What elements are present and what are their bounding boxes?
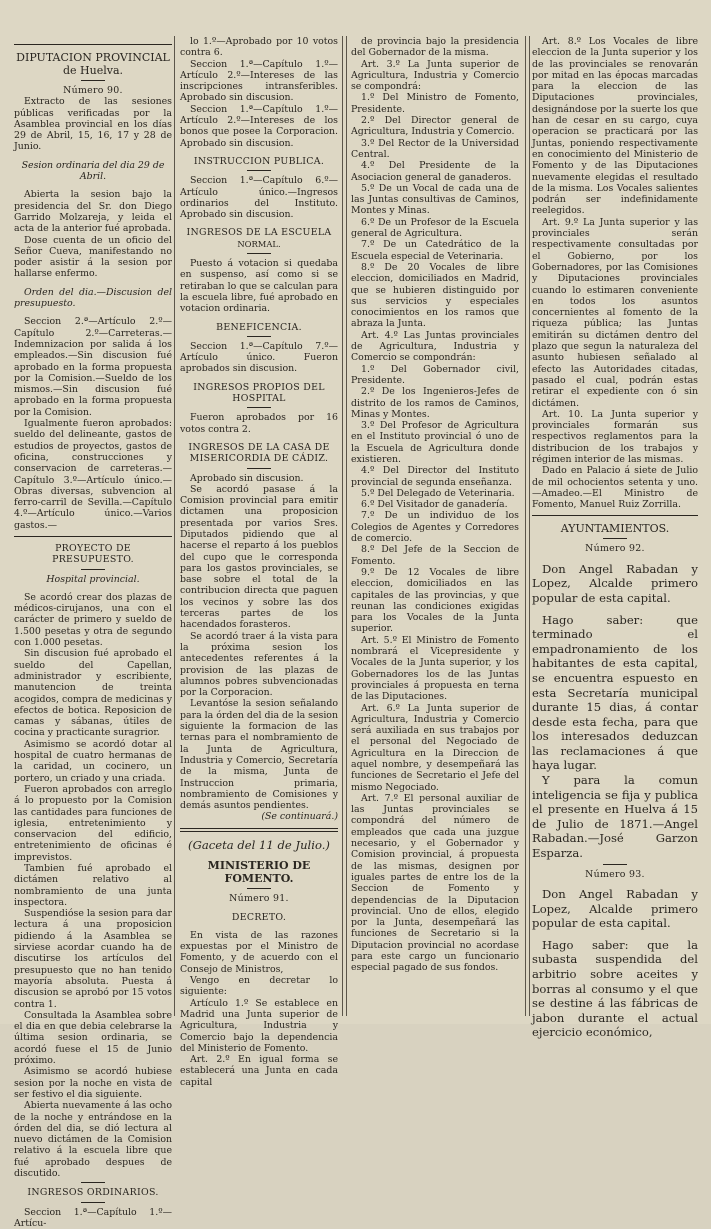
- paragraph: Seccion 1.ª—Capítulo 1.º—Artículo 2.º—Intereses de los bonos que posee la Corporacion. Aprobado sin discusion.: [180, 103, 338, 149]
- gazette-source: (Gaceta del 11 de Julio.): [188, 837, 330, 852]
- list-item: 1.º Del Ministro de Fomento, Presidente.: [351, 92, 519, 115]
- column-divider: [529, 36, 530, 1016]
- paragraph: Hago saber: que terminado el empadronamiento de los habitantes de esta capital, se encuentra espuesto en esta Secretaría municipal durante 15 dias, á contar desde esta fecha, para que los interesados deduzcan las reclamaciones á que haya lugar.: [532, 612, 698, 773]
- divider: [603, 538, 627, 539]
- list-item: 4.º Del Presidente de la Asociacion general de ganaderos.: [351, 160, 519, 183]
- paragraph: Dado en Palacio á siete de Julio de mil ochocientos setenta y uno.—Amadeo.—El Ministro de Fomento, Manuel Ruiz Zorrilla.: [532, 465, 698, 511]
- list-item: 4.º Del Director del Instituto provincial de segunda enseñanza.: [351, 465, 519, 488]
- list-item: 9.º De 12 Vocales de libre eleccion, domiciliados en las capitales de las provincias, y que reunan las condiciones exigidas para los Vocales de la Junta superior.: [351, 566, 519, 635]
- paragraph: Seccion 1.ª—Capítulo 7.º—Artículo único. Fueron aprobados sin discusion.: [180, 340, 338, 375]
- section-heading: INGRESOS DE LA CASA DE MISERICORDIA DE CÁDIZ.: [188, 441, 330, 465]
- paragraph: Tambien fué aprobado el dictámen relativo al nombramiento de una junta inspectora.: [14, 863, 172, 908]
- divider: [603, 864, 627, 865]
- paragraph: Don Angel Rabadan y Lopez, Alcalde primero popular de esta capital.: [532, 886, 698, 931]
- paragraph: Artículo 1.º Se establece en Madrid una Junta superior de Agricultura, Industria y Comercio bajo la dependencia del Ministerio de Fomento.: [180, 997, 338, 1054]
- section-heading: INGRESOS DE LA ESCUELA: [186, 227, 332, 239]
- divider: [247, 468, 271, 469]
- column-divider: [525, 36, 526, 1016]
- session-title: Sesion ordinaria del dia 29 de Abril.: [21, 159, 165, 183]
- list-item: 2.º Del Director general de Agricultura, Industria y Comercio.: [351, 115, 519, 138]
- section-heading: BENEFICENCIA.: [216, 321, 302, 333]
- section-heading: INSTRUCCION PUBLICA.: [193, 155, 325, 167]
- section-heading: AYUNTAMIENTOS.: [560, 522, 670, 536]
- paragraph: Art. 5.º El Ministro de Fomento nombrará el Vicepresidente y Vocales de la Junta superior, y los Gobernadores los de las Juntas provinciales á propuesta en terna de las Diputaciones.: [351, 634, 519, 703]
- paragraph: Levantóse la sesion señalando para la órden del dia de la sesion siguiente la formacion de las ternas para el nombramiento de la Junta de Agricultura, Industria y Comercio, Secretaría de la misma, Junta de Instruccion primaria, nombramiento de Comisiones y demás asuntos pendientes.: [180, 698, 338, 812]
- paragraph: Seccion 1.ª—Capítulo 1.º—Artículo 2.º—Intereses de las inscripciones intransferibles. Aprobado sin discusion.: [180, 58, 338, 104]
- subsection-title: Hospital provincial.: [46, 573, 140, 585]
- paragraph: de provincia bajo la presidencia del Gobernador de la misma.: [351, 36, 519, 59]
- paragraph: Extracto de las sesiones públicas verificadas por la Asamblea provincial en los días 29 de Abril, 15, 16, 17 y 28 de Junio.: [14, 96, 172, 153]
- paragraph: Se acordó crear dos plazas de médicos-cirujanos, una con el carácter de primero y sueldo de 1.500 pesetas y otra de segundo con 1.000 pesetas.: [14, 591, 172, 649]
- list-item: 5.º De un Vocal de cada una de las Juntas consultivas de Caminos, Montes y Minas.: [351, 182, 519, 217]
- paragraph: Art. 10. La Junta superior y provinciales formarán sus respectivos reglamentos para la distribucion de los trabajos y régimen interior de las mismas.: [532, 408, 698, 465]
- section-subheading: de Huelva.: [62, 64, 124, 77]
- column-divider: [174, 36, 175, 1016]
- divider: [247, 407, 271, 408]
- paragraph: Igualmente fueron aprobados: sueldo del delineante, gastos de estudios de proyectos, gastos de oficina, construcciones y conservacion de carreteras.—Capítulo 3.º—Artículo único.—Obras diversas, subvencion al ferro-carril de Sevilla.—Capítulo 4.º—Artículo único.—Varios gastos.—: [14, 418, 172, 531]
- list-item: 8.º Del Jefe de la Seccion de Fomento.: [351, 544, 519, 567]
- list-item: 3.º Del Profesor de Agricultura en el Instituto provincial ó uno de la Escuela de Agricultura donde existieren.: [351, 420, 519, 465]
- list-item: 6.º De un Profesor de la Escuela general de Agricultura.: [351, 216, 519, 240]
- continued-note: (Se continuará.): [261, 811, 338, 823]
- paragraph: Don Angel Rabadan y Lopez, Alcalde primero popular de esta capital.: [532, 561, 698, 605]
- paragraph: Seccion 1.ª—Capítulo 1.º—Artícu-: [14, 1206, 172, 1229]
- column-2: [180, 36, 338, 1088]
- paragraph: Art. 7.º El personal auxiliar de las Juntas provinciales se compondrá del número de empleados que cada una juzgue necesario, y el Gobernador y Comision provincial, á propuesta de las mismas, designen por iguales partes de entre los de la Seccion de Fomento y dependencias de la Diputacion provincial. Uno de ellos, elegido por la Junta, desempeñará las funciones de Secretario si la Diputacion provincial no acordase para este cargo un funcionario especial pagado de sus fondos.: [351, 792, 519, 974]
- decree-heading: DECRETO.: [231, 911, 287, 923]
- list-item: 7.º De un individuo de los Colegios de Agentes y Corredores de comercio.: [351, 510, 519, 545]
- divider: [247, 336, 271, 337]
- paragraph: Asimismo se acordó dotar al hospital de cuatro hermanas de la caridad, un cocinero, un portero, un criado y una criada.: [14, 738, 172, 784]
- item-number: Número 91.: [229, 893, 289, 905]
- section-heading: INGRESOS ORDINARIOS.: [27, 1187, 159, 1199]
- paragraph: Abierta nuevamente á las ocho de la noche y entrándose en la órden del dia, se dió lectura al nuevo dictámen de la Comision relativo á la escuela libre que fué aprobado despues de discutido.: [14, 1100, 172, 1180]
- list-item: 7.º De un Catedrático de la Escuela especial de Veterinaria.: [351, 239, 519, 262]
- section-subheading: NORMAL.: [237, 238, 281, 249]
- section-heading: PROYECTO DE PRESUPUESTO.: [52, 542, 134, 566]
- divider: [180, 828, 338, 829]
- item-number: Número 93.: [585, 868, 645, 880]
- list-item: 6.º Del Visitador de ganadería.: [361, 499, 508, 511]
- list-item: 8.º De 20 Vocales de libre eleccion, domiciliados en Madrid, que se hubieren distinguido por sus servicios y especiales conocimientos en los ramos que abraza la Junta.: [351, 261, 519, 330]
- divider: [180, 831, 338, 832]
- paragraph: Art. 6.º La Junta superior de Agricultura, Industria y Comercio será auxiliada en sus trabajos por el personal del Negociado de Agricultura en la Direccion de aquel nombre, y desempeñará las funciones de Secretario el Jefe del mismo Negociado.: [351, 702, 519, 793]
- divider: [81, 80, 105, 81]
- paragraph: Art. 8.º Los Vocales de libre eleccion de la Junta superior y los de las provinciales se renovarán por mitad en las épocas marcadas para la eleccion de las Diputaciones provinciales, designándose por la suerte los que han de cesar en su cargo, cuya operacion se practicará por las Juntas, poniendo respectivamente en conocimiento del Ministerio de Fomento y de las Diputaciones nuevamente elegidas el resultado de la misma. Los Vocales salientes podrán ser indefinidamente reelegidos.: [532, 36, 698, 217]
- list-item: 3.º Del Rector de la Universidad Central.: [351, 137, 519, 160]
- item-number: Número 92.: [585, 543, 645, 555]
- paragraph: Vengo en decretar lo siguiente:: [180, 975, 338, 998]
- column-3: [351, 36, 519, 1018]
- paragraph: Fueron aprobados con arreglo á lo propuesto por la Comision las cantidades para funciones de iglesia, entretenimiento y conservacion del edificio, entretenimiento de oficinas é imprevistos.: [14, 783, 172, 863]
- divider: [247, 170, 271, 171]
- paragraph: Seccion 1.ª—Capítulo 6.º—Artículo único.—Ingresos ordinarios del Instituto. Aprobado sin discusion.: [180, 175, 338, 221]
- paragraph: Abierta la sesion bajo la presidencia del Sr. don Diego Garrido Molzareja, y leida el acta de la anterior fué aprobada.: [14, 189, 172, 235]
- column-divider: [346, 36, 347, 1016]
- divider: [14, 44, 172, 45]
- paragraph: Art. 4.º Las Juntas provinciales de Agricultura, Industria y Comercio se compondrán:: [351, 329, 519, 364]
- divider: [81, 1182, 105, 1183]
- section-heading: DIPUTACION PROVINCIAL: [16, 51, 170, 64]
- paragraph: Consultada la Asamblea sobre el dia en que debia celebrarse la última sesion ordinaria, se acordó fuese el 15 de Junio próximo.: [14, 1009, 172, 1067]
- paragraph: Hago saber: que la subasta suspendida del arbitrio sobre aceites y borras al consumo y el que se destine á las fábricas de jabon durante el actual ejercicio económico,: [532, 937, 698, 1040]
- paragraph: Se acordó traer á la vista para la próxima sesion los antecedentes referentes á la provision de las plazas de alumnos pobres subvencionadas por la Corporacion.: [180, 630, 338, 699]
- paragraph: Y para la comun inteligencia se fija y publica el presente en Huelva á 15 de Julio de 1871.—Angel Rabadan.—José Garzon Esparza.: [532, 773, 698, 861]
- divider: [532, 515, 698, 516]
- list-item: 5.º Del Delegado de Veterinaria.: [361, 487, 515, 499]
- paragraph: Art. 3.º La Junta superior de Agricultura, Industria y Comercio se compondrá:: [351, 58, 519, 93]
- divider: [81, 569, 105, 570]
- divider: [81, 1202, 105, 1203]
- divider: [247, 253, 271, 254]
- section-heading: INGRESOS PROPIOS DEL HOSPITAL: [193, 381, 325, 405]
- paragraph: Puesto á votacion si quedaba en suspenso, así como si se retiraban lo que se calculan para la escuela libre, fué aprobado en votacion ordinaria.: [180, 258, 338, 315]
- paragraph: Asimismo se acordó hubiese sesion por la noche en vista de ser festivo el dia siguiente.: [14, 1066, 172, 1100]
- paragraph: Seccion 2.ª—Artículo 2.º—Capítulo 2.º—Carreteras.—Indemnizacion por salida á los empleados.—Sin discusion fué aprobado en la forma propuesta por la Comision.—Sueldo de los mismos.—Sin discusion fué aprobado en la forma propuesta por la Comision.: [14, 316, 172, 418]
- paragraph: Art. 2.º En igual forma se establecerá una Junta en cada capital: [180, 1054, 338, 1088]
- paragraph: Se acordó pasase á la Comision provincial para emitir dictamen una proposicion presentada por varios Sres. Diputados pidiendo que al hacerse el reparto á los pueblos del cupo que le corresponda para los gastos provinciales, se base sobre el total de la contribucion directa que paguen los vecinos y sobre las dos terceras partes de los hacendados forasteros.: [180, 483, 338, 631]
- column-4: [532, 36, 698, 1040]
- paragraph: lo 1.º—Aprobado por 10 votos contra 6.: [180, 36, 338, 59]
- divider: [247, 888, 271, 889]
- paragraph: Sin discusion fué aprobado el sueldo del Capellan, administrador y escribiente, manutencion de treinta acogidos, compra de medicinas y efectos de botica. Reposicion de camas y sábanas, útiles de cocina y practicante suragrior.: [14, 648, 172, 739]
- agenda-title: Orden del dia.—Discusion del presupuesto.: [14, 286, 172, 310]
- list-item: 2.º De los Ingenieros-Jefes de distrito de los ramos de Caminos, Minas y Montes.: [351, 386, 519, 420]
- column-1: [14, 36, 172, 1229]
- item-number: Número 90.: [63, 85, 123, 96]
- paragraph: Fueron aprobados por 16 votos contra 2.: [180, 412, 338, 435]
- divider: [14, 536, 172, 537]
- column-divider: [342, 36, 343, 1016]
- list-item: 1.º Del Gobernador civil, Presidente.: [351, 363, 519, 386]
- ministry-heading: MINISTERIO DE FOMENTO.: [207, 859, 311, 886]
- paragraph: En vista de las razones expuestas por el Ministro de Fomento, y de acuerdo con el Consejo de Ministros,: [180, 929, 338, 975]
- paragraph: Dose cuenta de un oficio del Señor Cueva, manifestando no poder asistir á la sesion por hallarse enfermo.: [14, 234, 172, 280]
- paragraph: Suspendióse la sesion para dar lectura á una proposicion pidiendo á la Asamblea se sirviese acordar cuando ha de discutirse los artículos del presupuesto que no han tenido mayoría absoluta. Puesta á discusion se aprobó por 15 votos contra 1.: [14, 908, 172, 1010]
- paragraph: Aprobado sin discusion.: [190, 472, 304, 484]
- paragraph: Art. 9.º La Junta superior y las provinciales serán respectivamente consultadas por el Gobierno, por los Gobernadores, por las Comisiones y Diputaciones provinciales cuando lo estimaren conveniente en todos los asuntos concernientes al fomento de la riqueza pública; las Juntas emitirán su dictámen dentro del plazo que segun la naturaleza del asunto hubiesen señalado al efecto las Autoridades citadas, pasado el cual, podrán estas retirar el expediente con ó sin dictámen.: [532, 216, 698, 409]
